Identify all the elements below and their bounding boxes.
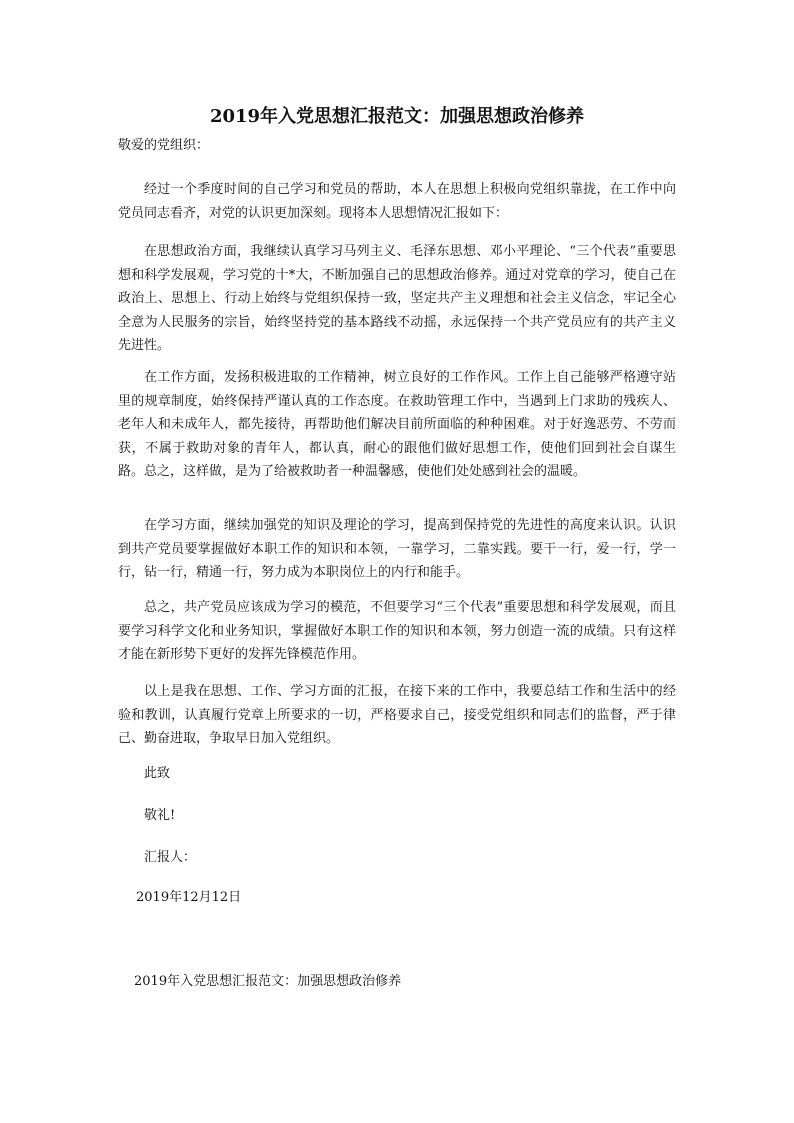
paragraph-work: 在工作方面，发扬积极进取的工作精神，树立良好的工作作风。工作上自己能够严格遵守站里的规章制度，始终保持严谨认真的工作态度。在救助管理工作中，当遇到上门求助的残疾人、老年人和未成年人，都先接待，再帮助他们解决目前所面临的种种困难。对于好逸恶劳、不劳而获，不属于救助对象的青年人，都认真，耐心的跟他们做好思想工作，使他们回到社会自谋生路。总之，这样做，是为了给被救助者一种温馨感，使他们处处感到社会的温暖。 <box>118 370 676 479</box>
paragraph-study: 在学习方面，继续加强党的知识及理论的学习，提高到保持党的先进性的高度来认识。认识到共产党员要掌握做好本职工作的知识和本领，一靠学习，二靠实践。要干一行，爱一行，学一行，钻一行，精通一行，努力成为本职岗位上的内行和能手。 <box>118 518 676 580</box>
paragraph-summary: 总之，共产党员应该成为学习的模范，不但要学习“三个代表”重要思想和科学发展观，而且要学习科学文化和业务知识，掌握做好本职工作的知识和本领，努力创造一流的成绩。只有这样才能在新形势下更好的发挥先锋模范作用。 <box>118 600 676 662</box>
report-date: 2019年12月12日 <box>136 890 242 905</box>
footer-title: 2019年入党思想汇报范文：加强思想政治修养 <box>134 974 402 989</box>
paragraph-conclusion: 以上是我在思想、工作、学习方面的汇报，在接下来的工作中，我要总结工作和生活中的经验和教训，认真履行党章上所要求的一切，严格要求自己，接受党组织和同志们的监督，严于律己、勤奋进取，争取早日加入党组织。 <box>118 684 676 746</box>
salutation: 敬爱的党组织： <box>118 138 210 153</box>
closing-regards-1: 此致 <box>144 766 171 781</box>
document-title: 2019年入党思想汇报范文：加强思想政治修养 <box>209 106 585 127</box>
paragraph-intro: 经过一个季度时间的自己学习和党员的帮助，本人在思想上积极向党组织靠拢，在工作中向党员同志看齐，对党的认识更加深刻。现将本人思想情况汇报如下： <box>118 182 676 221</box>
closing-regards-2: 敬礼! <box>144 808 176 823</box>
reporter-label: 汇报人： <box>144 850 197 865</box>
paragraph-political-thought: 在思想政治方面，我继续认真学习马列主义、毛泽东思想、邓小平理论、“三个代表”重要思想和科学发展观，学习党的十*大，不断加强自己的思想政治修养。通过对党章的学习，使自己在政治上、思想上、行动上始终与党组织保持一致，坚定共产主义理想和社会主义信念，牢记全心全意为人民服务的宗旨，始终坚持党的基本路线不动摇，永远保持一个共产党员应有的共产主义先进性。 <box>118 244 676 353</box>
